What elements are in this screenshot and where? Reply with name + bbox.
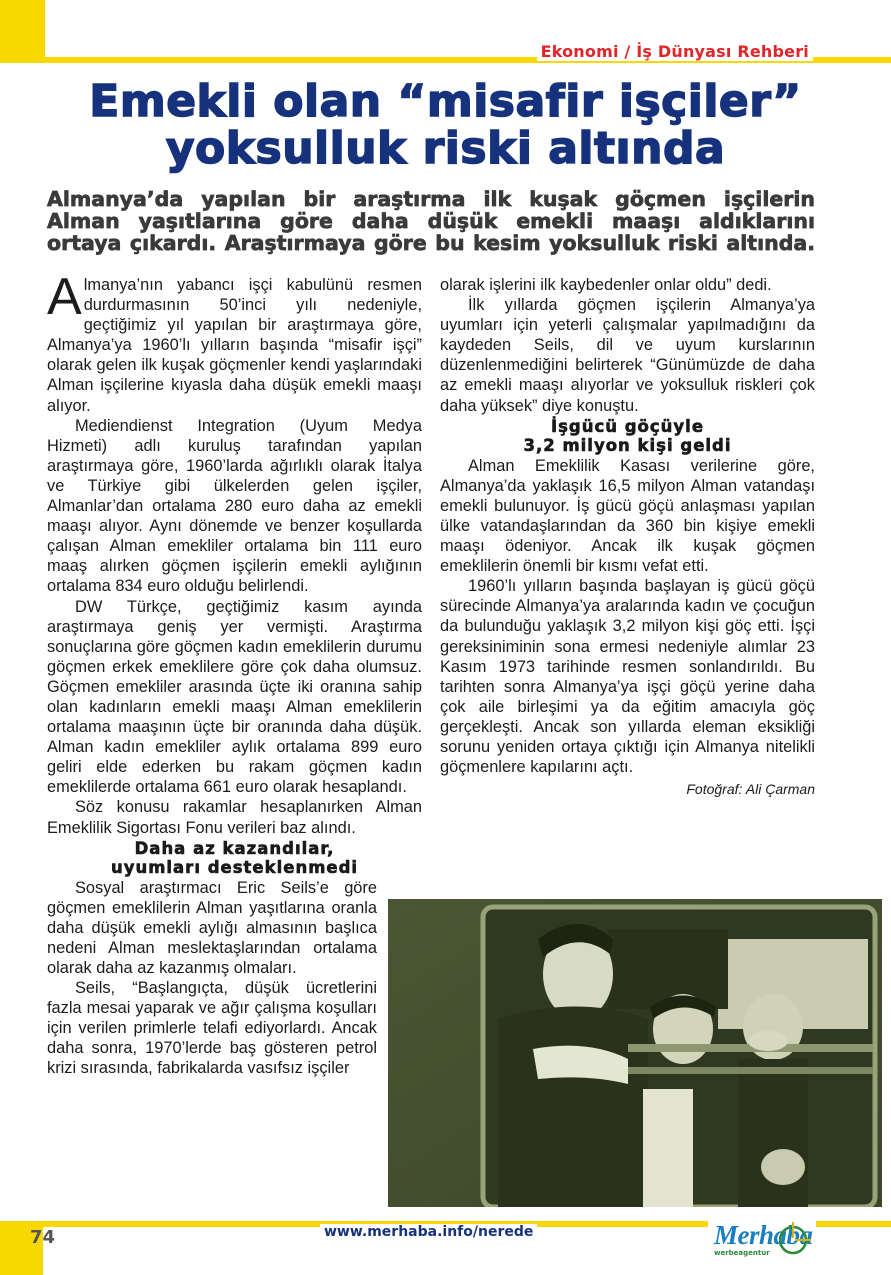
deck-line-2: Alman yaşıtlarına göre daha düşük emekli maaşı aldıklarını (47, 209, 815, 233)
paragraph: 1960’lı yılların başında başlayan iş gücü göçü sürecinde Almanya’ya aralarında kadın ve çocuğun da bulunduğu yaklaşık 3,2 milyon kişi göç etti. İşçi gereksiniminin sona ermesi nedeniyle alımlar 23 Kasım 1973 tarihinde resmen sonlandırıldı. Bu tarihten sonra Almanya’ya işçi göçü yerine daha çok aile birleşimi ya da eğitim amacıyla göç gerçekleşti. Ancak son yıllarda eleman eksikliği sorunu yeniden ortaya çıktığı için Almanya nitelikli göçmenlere kapılarını açtı. (440, 577, 815, 777)
subheading: İşgücü göçüyle 3,2 milyon kişi geldi (523, 416, 732, 455)
right-column (440, 275, 815, 799)
article-deck (47, 188, 815, 254)
article-title (0, 78, 891, 172)
logo-text: Merhaba (714, 1220, 813, 1250)
paragraph: Alman Emeklilik Kasası verilerine göre, Almanya’da yaklaşık 16,5 milyon Alman vatandaşı emekli bulunuyor. İş gücü göçü anlaşması yapılan ülke vatandaşlarından da 360 bin kişiye emekli maaşı ödeniyor. Ancak ilk kuşak göçmen emeklilerin önemli bir kısmı vefat etti. (440, 456, 815, 576)
paragraph: Söz konusu rakamlar hesaplanırken Alman Emeklilik Sigortası Fonu verileri baz alındı. (47, 798, 422, 837)
footer-url-link[interactable]: www.merhaba.info/nerede (320, 1224, 537, 1240)
article-photo (388, 899, 882, 1207)
drop-cap: A (47, 268, 82, 326)
deck-line-1: Almanya’da yapılan bir araştırma ilk kuşak göçmen işçilerin (47, 187, 815, 211)
section-label: Ekonomi / İş Dünyası Rehberi (537, 42, 813, 61)
logo-subtext: werbeagentur (714, 1249, 770, 1257)
paragraph: Mediendienst Integration (Uyum Medya Hizmeti) adlı kuruluş tarafından yapılan araştırmaya göre, 1960’larda ağırlıklı olarak İtalya ve Türkiye gibi ülkelerden gelen işçiler, Almanlar’dan ortalama 280 euro daha az emekli maaşı alıyor. Aynı dönemde ve benzer koşullarda çalışan Alman emekliler ortalama bin 111 euro maaş alırken göçmen işçilerin emekli aylığının ortalama 834 euro olduğu belirlendi. (47, 416, 422, 596)
left-column (47, 268, 422, 1079)
title-line-1: Emekli olan “misafir işçiler” (89, 76, 802, 127)
paragraph: İlk yıllarda göçmen işçilerin Almanya’ya uyumları için yeterli çalışmalar yapılmadığını da kaydeden Seils, dil ve uyum kurslarının düzenlenmediğini belirterek “Günümüzde de daha az emekli maaşı alıyorlar ve yoksulluk riskleri çok daha yüksek” diye konuştu. (440, 296, 815, 415)
paragraph: olarak işlerini ilk kaybedenler onlar oldu” dedi. (440, 276, 772, 294)
photo-illustration (388, 899, 882, 1207)
page-number: 74 (30, 1227, 56, 1248)
crosshair-icon (778, 1220, 812, 1260)
paragraph: Seils, “Başlangıçta, düşük ücretlerini fazla mesai yaparak ve ağır çalışma koşulları için verilen primlerle telafi ediyorlardı. Ancak daha sonra, 1970’lerde baş gösteren petrol krizi sırasında, fabrikalarda vasıfsız işçiler (47, 979, 377, 1078)
paragraph: DW Türkçe, geçtiğimiz kasım ayında araştırmaya geniş yer vermişti. Araştırma sonuçlarına göre göçmen kadın emeklilerin durumu göçmen erkek emeklilere göre çok daha olumsuz. Göçmen emekliler arasında üçte iki oranına sahip olan kadınların emekli maaşı Alman emeklilerin ortalama maaşının üçte bir oranında daha düşük. Alman kadın emekliler aylık ortalama 899 euro geliri elde ederken bu rakam göçmen kadın emeklilerde ortalama 661 euro olarak hesaplandı. (47, 597, 422, 797)
paragraph: Sosyal araştırmacı Eric Seils’e göre göçmen emeklilerin Alman yaşıtlarına oranla daha düşük emekli aylığı almasının başlıca nedeni Alman meslektaşlarından ortalama olarak daha az kazanmış olmaları. (47, 878, 377, 977)
title-line-2: yoksulluk riski altında (165, 123, 726, 174)
photo-credit: Fotoğraf: Ali Çarman (686, 781, 815, 798)
subheading: Daha az kazandılar, uyumları desteklenmedi (110, 838, 359, 877)
deck-line-3: ortaya çıkardı. Araştırmaya göre bu kesim yoksulluk riski altında. (47, 231, 815, 255)
yellow-corner-bar (0, 0, 45, 62)
paragraph: Almanya’nın yabancı işçi kabulünü resmen durdurmasının 50’inci yılı nedeniyle, geçtiğimiz yıl yapılan bir araştırmaya göre, Almanya’ya 1960’lı yılların başında “misafir işçi” olarak gelen ilk kuşak göçmenler kendi yaşlarındaki Alman işçilerine kıyasla daha düşük emekli maaşı alıyor. (47, 268, 422, 415)
merhaba-logo (708, 1218, 816, 1262)
